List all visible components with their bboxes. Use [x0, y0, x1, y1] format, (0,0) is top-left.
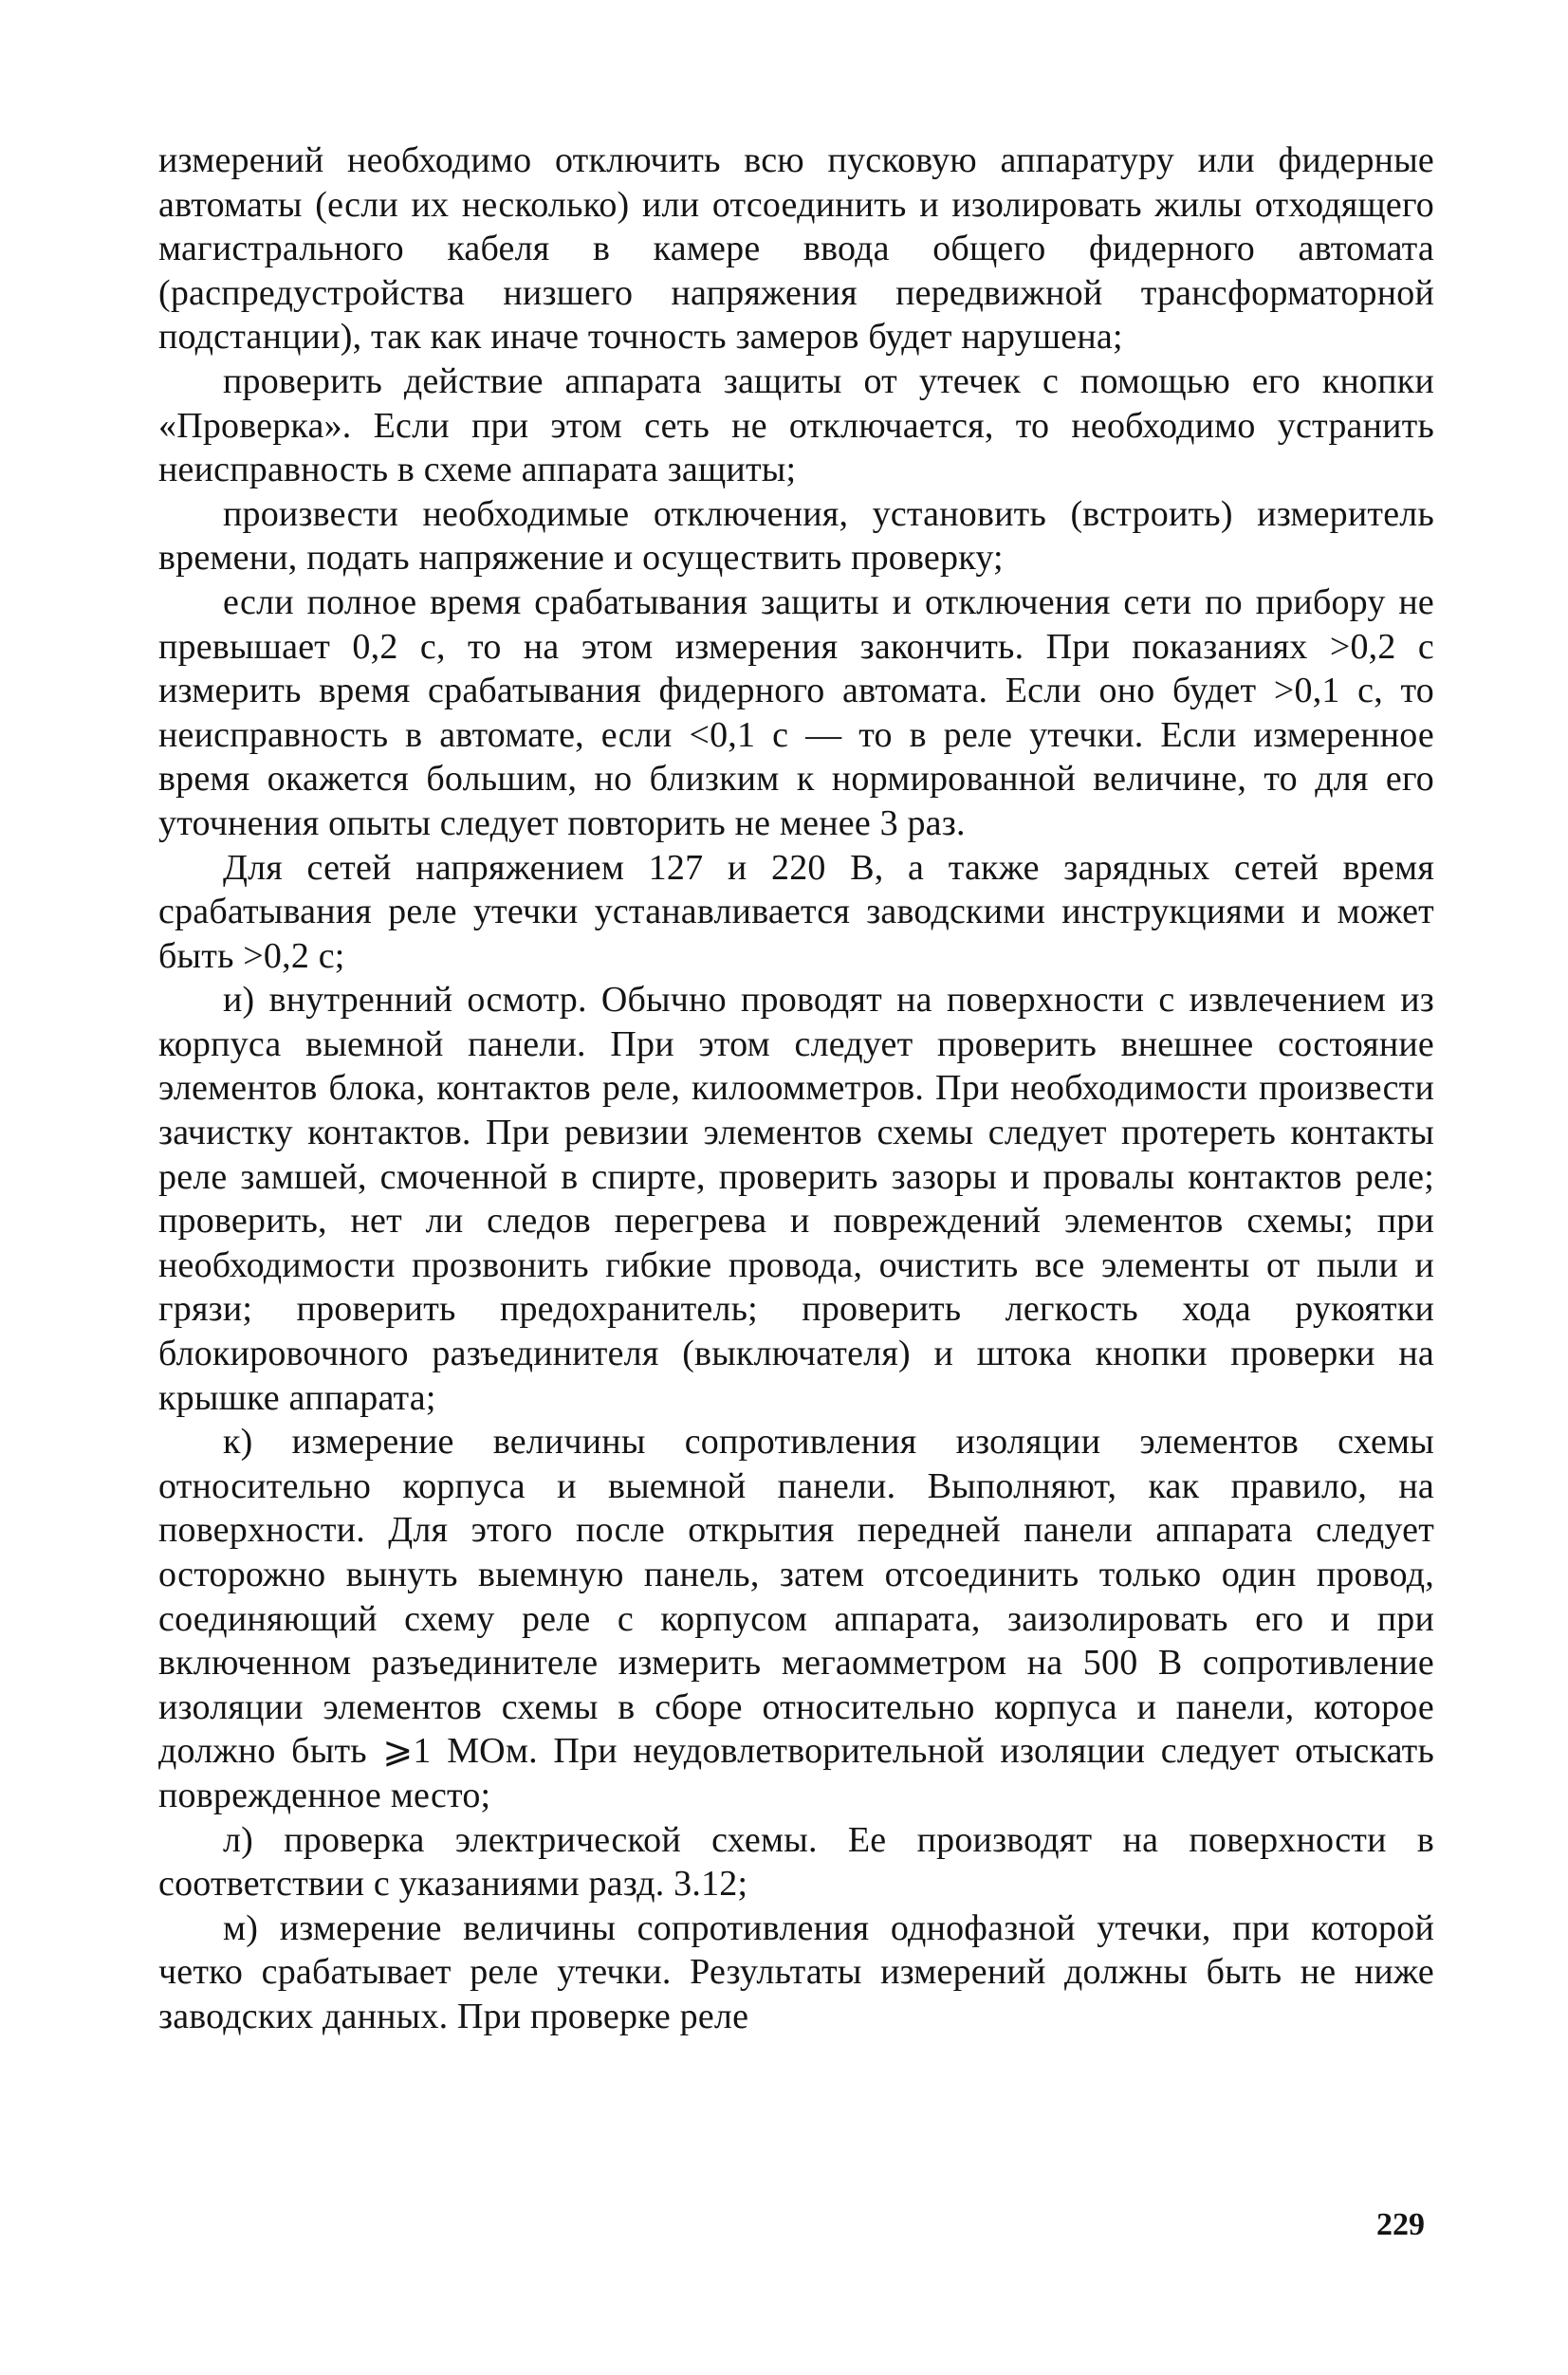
paragraph-item-k-insulation-resistance: к) измерение величины сопротивления изоляции элементов схемы относительно корпуса и выемной панели. Выполняют, как правило, на поверхности. Для этого после открытия передней панели аппарата следует осторожно вынуть выемную панель, затем отсоединить только один провод, соединяющий схему реле с корпусом аппарата, заизолировать его и при включенном разъединителе измерить мегаомметром на 500 В сопротивление изоляции элементов схемы в сборе относительно корпуса и панели, которое должно быть ⩾1 МОм. При неудовлетворительной изоляции следует отыскать поврежденное место; [158, 1422, 1434, 1815]
paragraph-item-m-single-phase-leak: м) измерение величины сопротивления однофазной утечки, при которой четко срабатывает реле утечки. Результаты измерений должны быть не ниже заводских данных. При проверке реле [158, 1907, 1434, 2036]
page-number: 229 [1376, 2207, 1425, 2242]
paragraph-check-protection-button: проверить действие аппарата защиты от утечек с помощью его кнопки «Проверка». Если при этом сеть не отключается, то необходимо устранить неисправность в схеме аппарата защиты; [158, 360, 1434, 490]
paragraph-127-220-networks: Для сетей напряжением 127 и 220 В, а также зарядных сетей время срабатывания реле утечки устанавливается заводскими инструкциями и может быть >0,2 с; [158, 847, 1434, 976]
page-body [158, 138, 1434, 2039]
paragraph-disconnect-and-timer: произвести необходимые отключения, установить (встроить) измеритель времени, подать напряжение и осуществить проверку; [158, 493, 1434, 579]
paragraph-continuation: измерений необходимо отключить всю пусковую аппаратуру или фидерные автоматы (если их несколько) или отсоединить и изолировать жилы отходящего магистрального кабеля в камере ввода общего фидерного автомата (распредустройства низшего напряжения передвижной трансформаторной подстанции), так как иначе точность замеров будет нарушена; [158, 140, 1434, 358]
paragraph-total-trip-time: если полное время срабатывания защиты и отключения сети по прибору не превышает 0,2 с, то на этом измерения закончить. При показаниях >0,2 с измерить время срабатывания фидерного автомата. Если оно будет >0,1 с, то неисправность в автомате, если <0,1 с — то в реле утечки. Если измеренное время окажется большим, но близким к нормированной величине, то для его уточнения опыты следует повторить не менее 3 раз. [158, 581, 1434, 843]
paragraph-item-l-circuit-check: л) проверка электрической схемы. Ее производят на поверхности в соответствии с указаниями разд. 3.12; [158, 1819, 1434, 1905]
paragraph-item-i-internal-inspection: и) внутренний осмотр. Обычно проводят на поверхности с извлечением из корпуса выемной панели. При этом следует проверить внешнее состояние элементов блока, контактов реле, килоомметров. При необходимости произвести зачистку контактов. При ревизии элементов схемы следует протереть контакты реле замшей, смоченной в спирте, проверить зазоры и провалы контактов реле; проверить, нет ли следов перегрева и повреждений элементов схемы; при необходимости прозвонить гибкие провода, очистить все элементы от пыли и грязи; проверить предохранитель; проверить легкость хода рукоятки блокировочного разъединителя (выключателя) и штока кнопки проверки на крышке аппарата; [158, 980, 1434, 1418]
